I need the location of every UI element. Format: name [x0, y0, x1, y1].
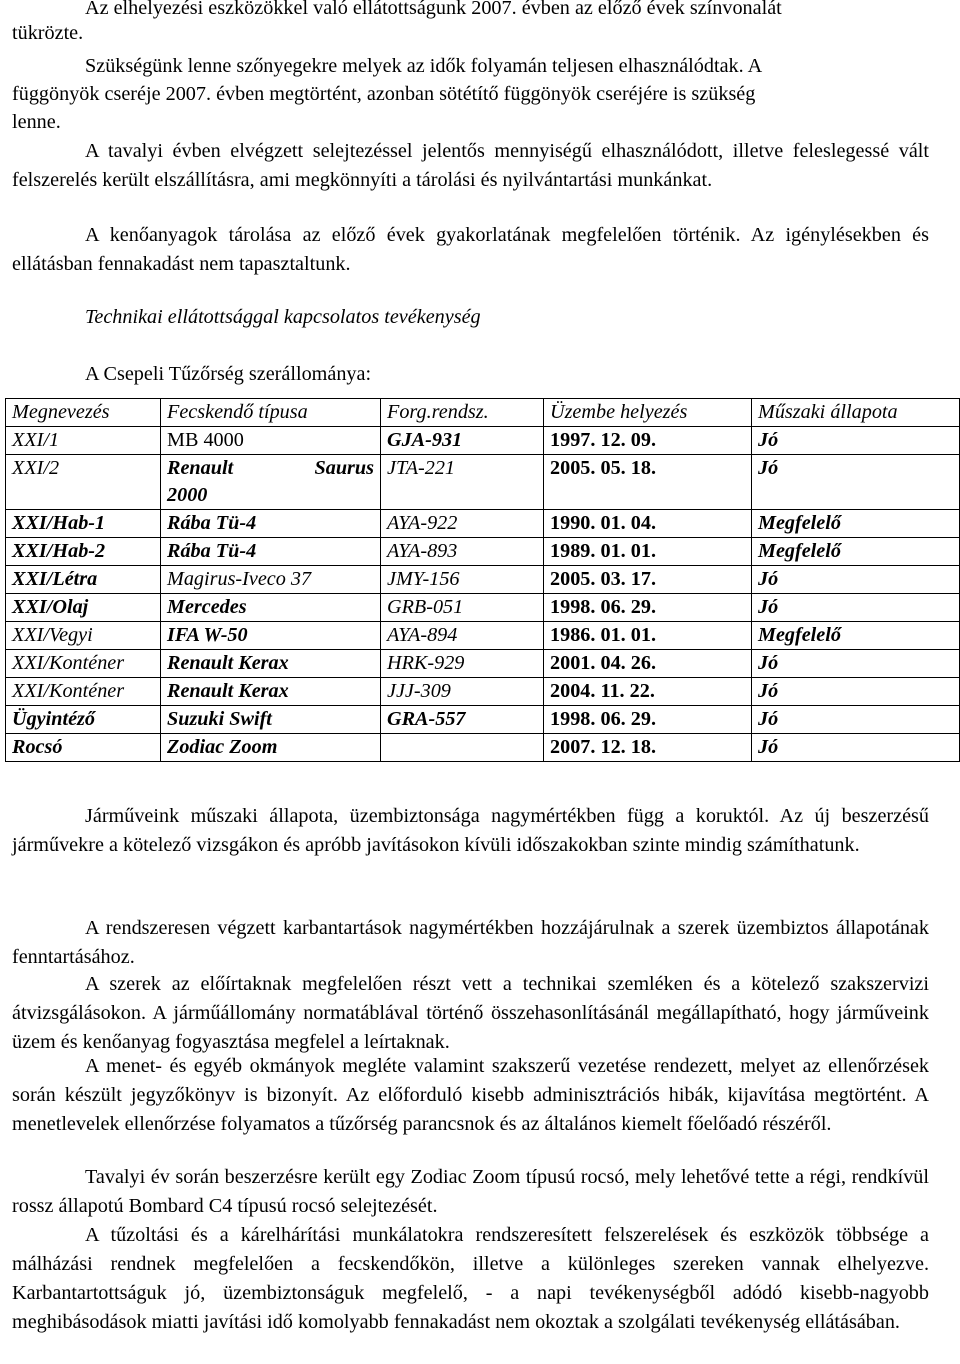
cell-status: Jó [752, 706, 960, 734]
cell-name: XXI/Hab-1 [6, 510, 161, 538]
cell-status: Megfelelő [752, 622, 960, 650]
paragraph-selejtezes-text: A tavalyi évben elvégzett selejtezéssel jelentős mennyiségű elhasználódott, illetve feleslegessé vált felszerelés került elszállításra, ami megkönnyíti a tárolási és nyilvántartási munkánkat. [12, 140, 929, 191]
table-row [6, 622, 960, 650]
cell-type: Rába Tü-4 [161, 538, 381, 566]
cell-name: XXI/1 [6, 427, 161, 455]
cell-date: 1998. 06. 29. [544, 594, 752, 622]
table-caption: A Csepeli Tűzőrség szerállománya: [85, 363, 372, 385]
intro-line-3: Szükségünk lenne szőnyegekre melyek az idők folyamán teljesen elhasználódtak. A [85, 55, 763, 77]
cell-date: 1997. 12. 09. [544, 427, 752, 455]
cell-name: Rocsó [6, 734, 161, 762]
table-row [6, 734, 960, 762]
cell-plate: AYA-894 [381, 622, 544, 650]
header-type: Fecskendő típusa [161, 399, 381, 427]
cell-plate: GRB-051 [381, 594, 544, 622]
cell-type-part: Saurus [314, 457, 374, 479]
cell-type [161, 455, 381, 510]
paragraph-rocso [12, 1163, 929, 1221]
cell-date: 2005. 05. 18. [544, 455, 752, 510]
table-row [6, 566, 960, 594]
intro-line-5: lenne. [12, 111, 61, 133]
cell-date: 1998. 06. 29. [544, 706, 752, 734]
section-title: Technikai ellátottsággal kapcsolatos tevékenység [85, 306, 481, 328]
intro-line-1: Az elhelyezési eszközökkel való ellátottságunk 2007. évben az előző évek színvonalát [85, 0, 782, 19]
cell-status: Megfelelő [752, 510, 960, 538]
cell-type: Magirus-Iveco 37 [161, 566, 381, 594]
cell-status: Jó [752, 455, 960, 510]
cell-plate: GJA-931 [381, 427, 544, 455]
vehicle-table [5, 398, 960, 762]
intro-line-2: tükrözte. [12, 22, 84, 44]
paragraph-okmanyok-text: A menet- és egyéb okmányok megléte valamint szakszerű vezetése rendezett, melyet az ellenőrzések során készült jegyzőkönyv is bizonyít. Az előforduló kisebb adminisztrációs hibák, kijavítása megtörtént. A menetlevelek ellenőrzése folyamatos a tűzőrség parancsnok és az általános kiemelt főelőadó részéről. [12, 1055, 929, 1135]
cell-plate: JJJ-309 [381, 678, 544, 706]
table-row [6, 538, 960, 566]
table-row [6, 706, 960, 734]
cell-status: Jó [752, 566, 960, 594]
cell-type: Zodiac Zoom [161, 734, 381, 762]
cell-plate: HRK-929 [381, 650, 544, 678]
paragraph-szemle [12, 970, 929, 1057]
cell-name: Ügyintéző [6, 706, 161, 734]
cell-type: Mercedes [161, 594, 381, 622]
paragraph-okmanyok [12, 1052, 929, 1139]
header-status: Műszaki állapota [752, 399, 960, 427]
cell-name: XXI/Konténer [6, 678, 161, 706]
table-row [6, 427, 960, 455]
paragraph-selejtezes [12, 137, 929, 195]
cell-date: 2004. 11. 22. [544, 678, 752, 706]
table-row [6, 455, 960, 510]
cell-name: XXI/Olaj [6, 594, 161, 622]
header-plate: Forg.rendsz. [381, 399, 544, 427]
cell-name: XXI/Vegyi [6, 622, 161, 650]
cell-type-part: 2000 [167, 484, 208, 506]
table-row [6, 510, 960, 538]
paragraph-felszerelesek-text: A tűzoltási és a kárelhárítási munkálatokra rendszeresített felszerelések és eszközök többsége a málházási rendnek megfelelően a fecskendőkön, illetve a különleges szereken vannak elhelyezve. Karbantartottságuk jó, üzembiztonságuk megfelelő, - a napi tevékenységből adódó kisebb-nagyobb meghibásodások miatti javítási idő komolyabb fennakadást nem okoztak a szolgálati tevékenység ellátásában. [12, 1224, 929, 1333]
header-date: Üzembe helyezés [544, 399, 752, 427]
cell-status: Jó [752, 678, 960, 706]
paragraph-karbantartas-text: A rendszeresen végzett karbantartások nagymértékben hozzájárulnak a szerek üzembiztos állapotának fenntartásához. [12, 917, 929, 968]
paragraph-kenoanyag [12, 221, 929, 279]
paragraph-karbantartas [12, 914, 929, 972]
cell-type-part: Renault [167, 457, 234, 479]
cell-plate: GRA-557 [381, 706, 544, 734]
cell-type: IFA W-50 [161, 622, 381, 650]
paragraph-rocso-text: Tavalyi év során beszerzésre került egy Zodiac Zoom típusú rocsó, mely lehetővé tette a régi, rendkívül rossz állapotú Bombard C4 típusú rocsó selejtezését. [12, 1166, 929, 1217]
cell-date: 2005. 03. 17. [544, 566, 752, 594]
table-row [6, 594, 960, 622]
paragraph-jarmuvek-text: Járműveink műszaki állapota, üzembiztonsága nagymértékben függ a koruktól. Az új beszerzésű járművekre a kötelező vizsgákon és apróbb javításokon kívüli időszakokban szinte mindig számíthatunk. [12, 805, 929, 856]
cell-date: 1986. 01. 01. [544, 622, 752, 650]
cell-type: MB 4000 [161, 427, 381, 455]
cell-status: Jó [752, 650, 960, 678]
cell-type: Renault Kerax [161, 678, 381, 706]
paragraph-kenoanyag-text: A kenőanyagok tárolása az előző évek gyakorlatának megfelelően történik. Az igénylésekben és ellátásban fennakadást nem tapasztaltunk. [12, 224, 929, 275]
intro-line-4: függönyök cseréje 2007. évben megtörtént, azonban sötétítő függönyök cseréjére is szükség [12, 83, 756, 105]
cell-plate: AYA-922 [381, 510, 544, 538]
header-name: Megnevezés [6, 399, 161, 427]
cell-plate: AYA-893 [381, 538, 544, 566]
paragraph-felszerelesek [12, 1221, 929, 1337]
cell-status: Jó [752, 594, 960, 622]
table-row [6, 678, 960, 706]
cell-date: 1990. 01. 04. [544, 510, 752, 538]
cell-status: Jó [752, 734, 960, 762]
cell-plate: JMY-156 [381, 566, 544, 594]
table-header-row [6, 399, 960, 427]
paragraph-jarmuvek [12, 802, 929, 860]
paragraph-szemle-text: A szerek az előírtaknak megfelelően részt vett a technikai szemléken és a kötelező szakszervizi átvizsgálásokon. A járműállomány normatáblával történő összehasonlításánál megállapítható, hogy járműveink üzem és kenőanyag fogyasztása megfelel a leírtaknak. [12, 973, 929, 1053]
cell-type: Suzuki Swift [161, 706, 381, 734]
cell-date: 1989. 01. 01. [544, 538, 752, 566]
cell-plate: JTA-221 [381, 455, 544, 510]
cell-type: Rába Tü-4 [161, 510, 381, 538]
cell-date: 2001. 04. 26. [544, 650, 752, 678]
cell-type: Renault Kerax [161, 650, 381, 678]
cell-date: 2007. 12. 18. [544, 734, 752, 762]
cell-name: XXI/Létra [6, 566, 161, 594]
cell-status: Megfelelő [752, 538, 960, 566]
cell-name: XXI/Konténer [6, 650, 161, 678]
table-row [6, 650, 960, 678]
cell-type-line [167, 455, 374, 482]
cell-name: XXI/2 [6, 455, 161, 510]
cell-name: XXI/Hab-2 [6, 538, 161, 566]
cell-plate [381, 734, 544, 762]
cell-status: Jó [752, 427, 960, 455]
